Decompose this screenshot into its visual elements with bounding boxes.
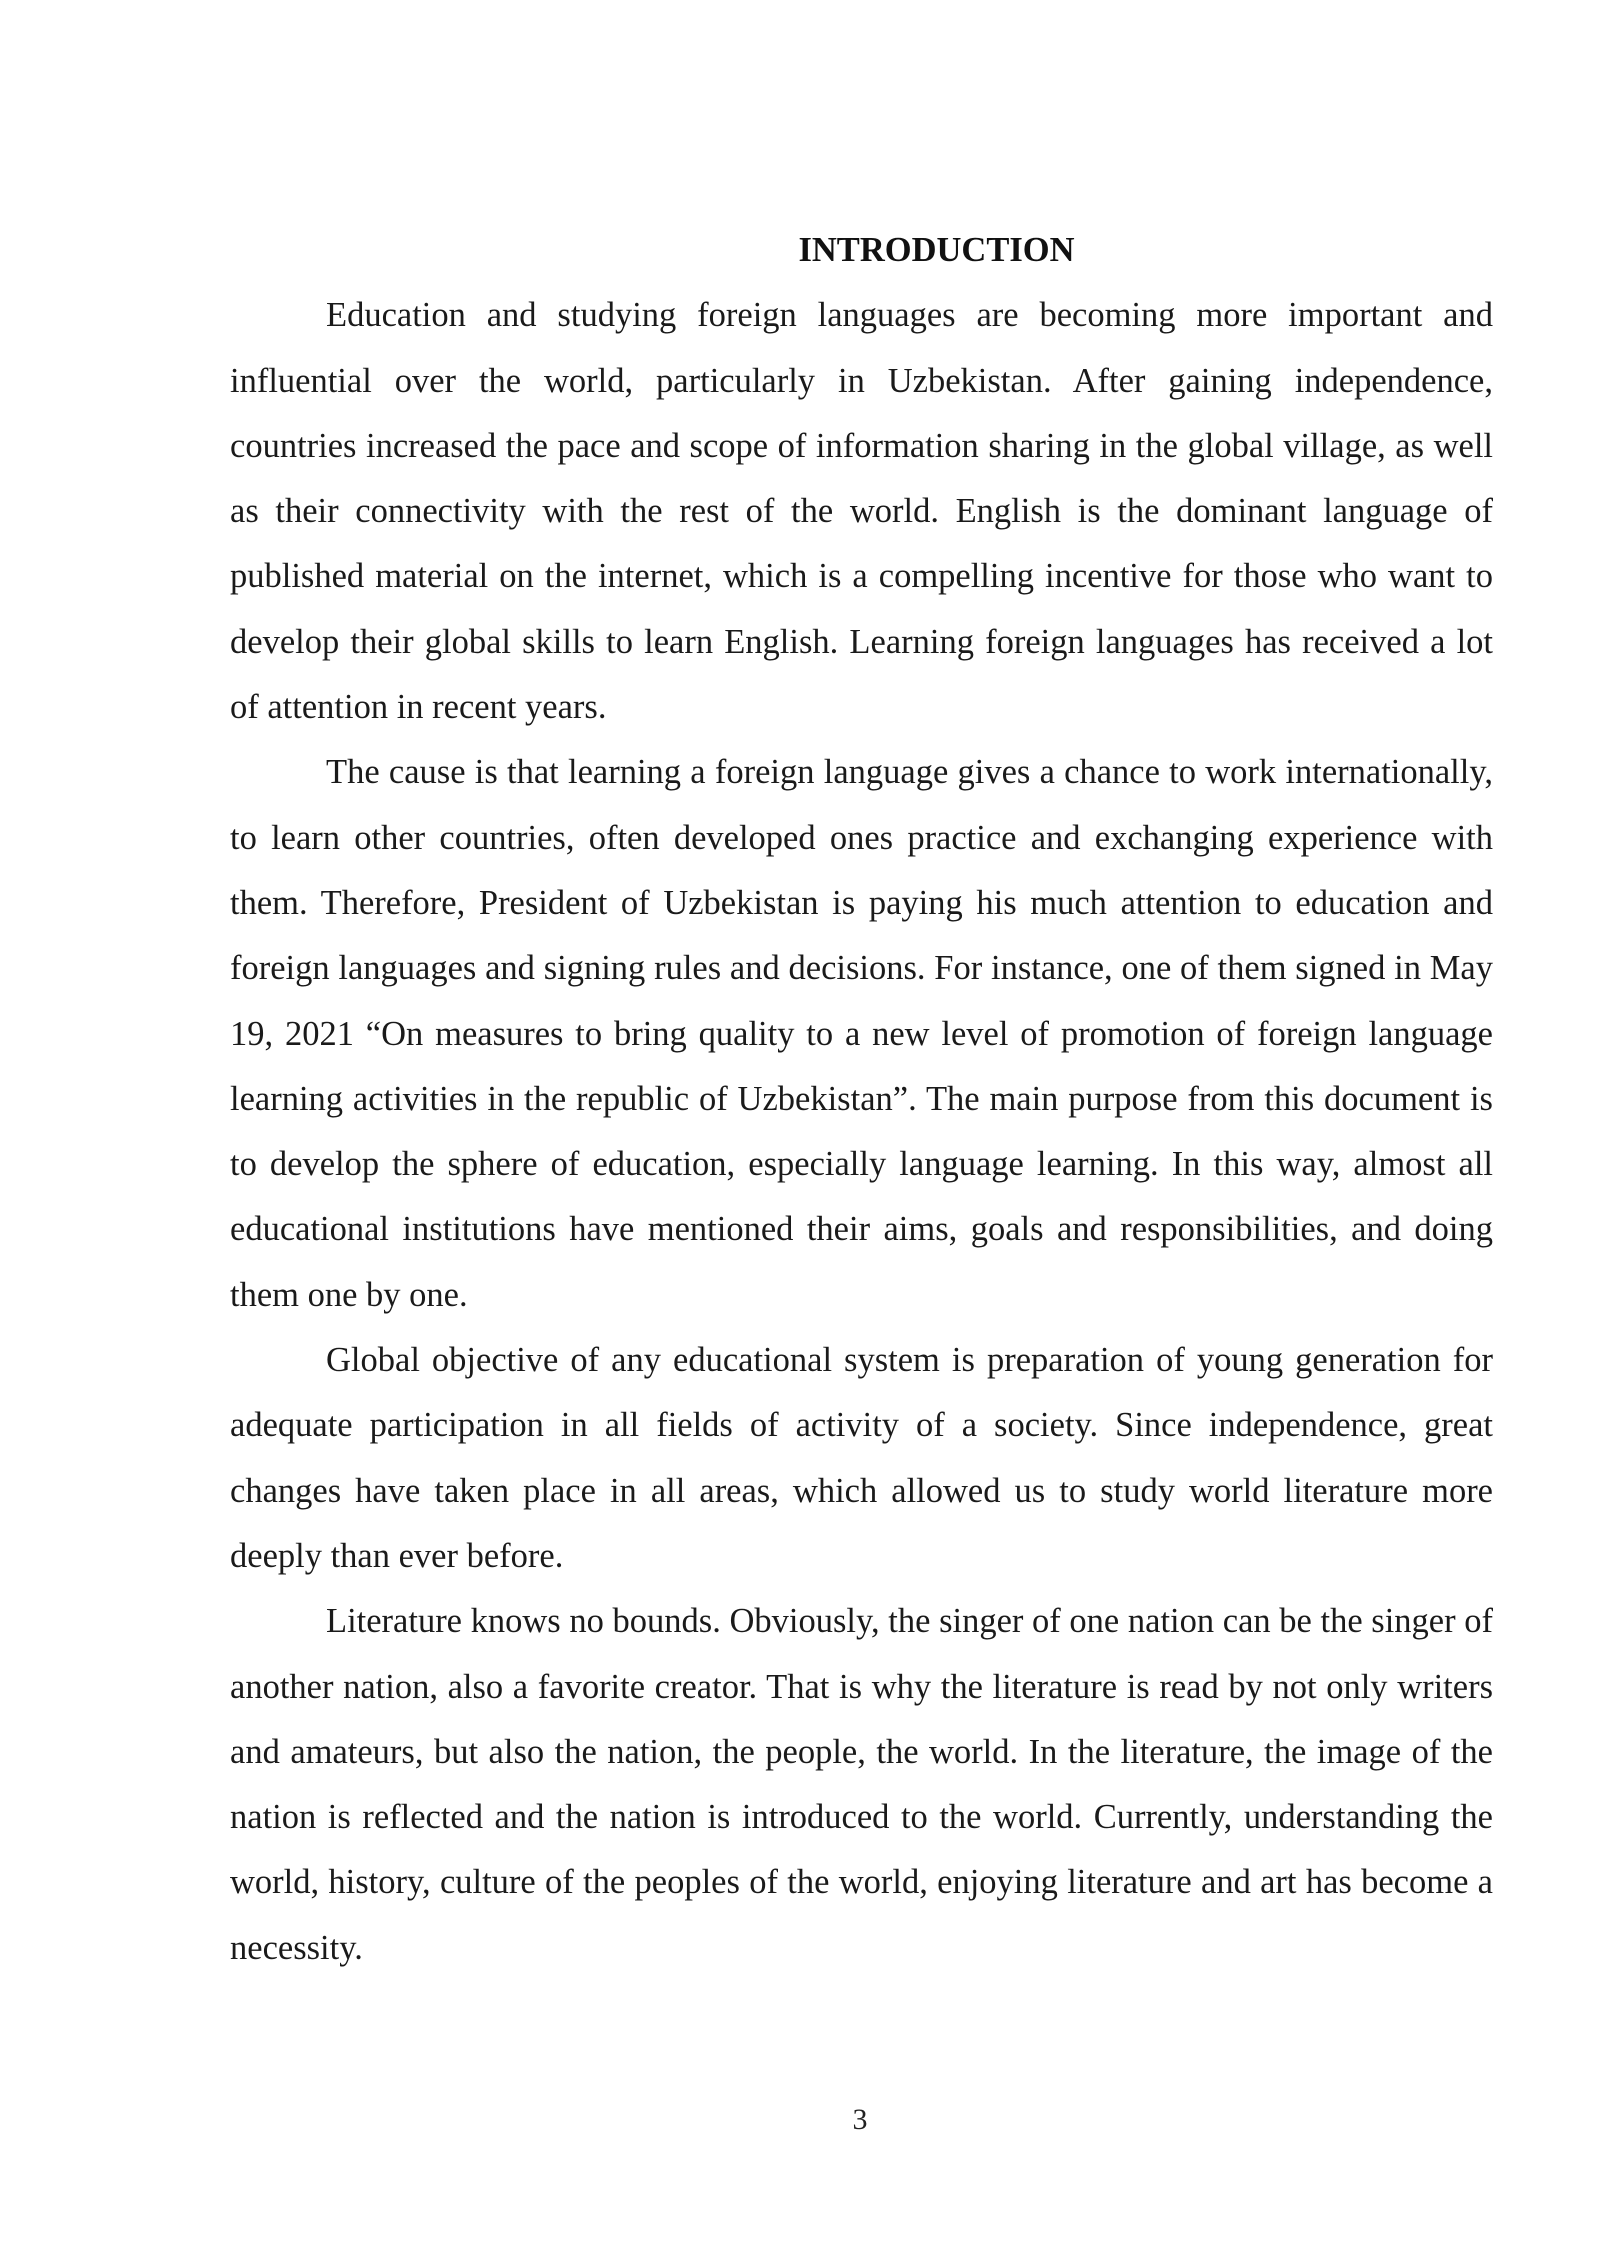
page-body xyxy=(230,218,1493,1981)
page-number: 3 xyxy=(852,2103,868,2136)
paragraph-2: The cause is that learning a foreign language gives a chance to work internationally, to learn other countries, often developed ones practice and exchanging experience with them. Therefore, President of Uzbekistan is paying his much attention to education and foreign languages and signing rules and decisions. For instance, one of them signed in May 19, 2021 “On measures to bring quality to a new level of promotion of foreign language learning activities in the republic of Uzbekistan”. The main purpose from this document is to develop the sphere of education, especially language learning. In this way, almost all educational institutions have mentioned their aims, goals and responsibilities, and doing them one by one. xyxy=(230,753,1493,1314)
paragraph-1: Education and studying foreign languages are becoming more important and influential over the world, particularly in Uzbekistan. After gaining independence, countries increased the pace and scope of information sharing in the global village, as well as their connectivity with the rest of the world. English is the dominant language of published material on the internet, which is a compelling incentive for those who want to develop their global skills to learn English. Learning foreign languages has received a lot of attention in recent years. xyxy=(230,296,1493,727)
paragraph-4: Literature knows no bounds. Obviously, the singer of one nation can be the singer of another nation, also a favorite creator. That is why the literature is read by not only writers and amateurs, but also the nation, the people, the world. In the literature, the image of the nation is reflected and the nation is introduced to the world. Currently, understanding the world, history, culture of the peoples of the world, enjoying literature and art has become a necessity. xyxy=(230,1602,1493,1967)
section-title: INTRODUCTION xyxy=(798,231,1075,269)
paragraph-3: Global objective of any educational system is preparation of young generation for adequate participation in all fields of activity of a society. Since independence, great changes have taken place in all areas, which allowed us to study world literature more deeply than ever before. xyxy=(230,1341,1493,1575)
